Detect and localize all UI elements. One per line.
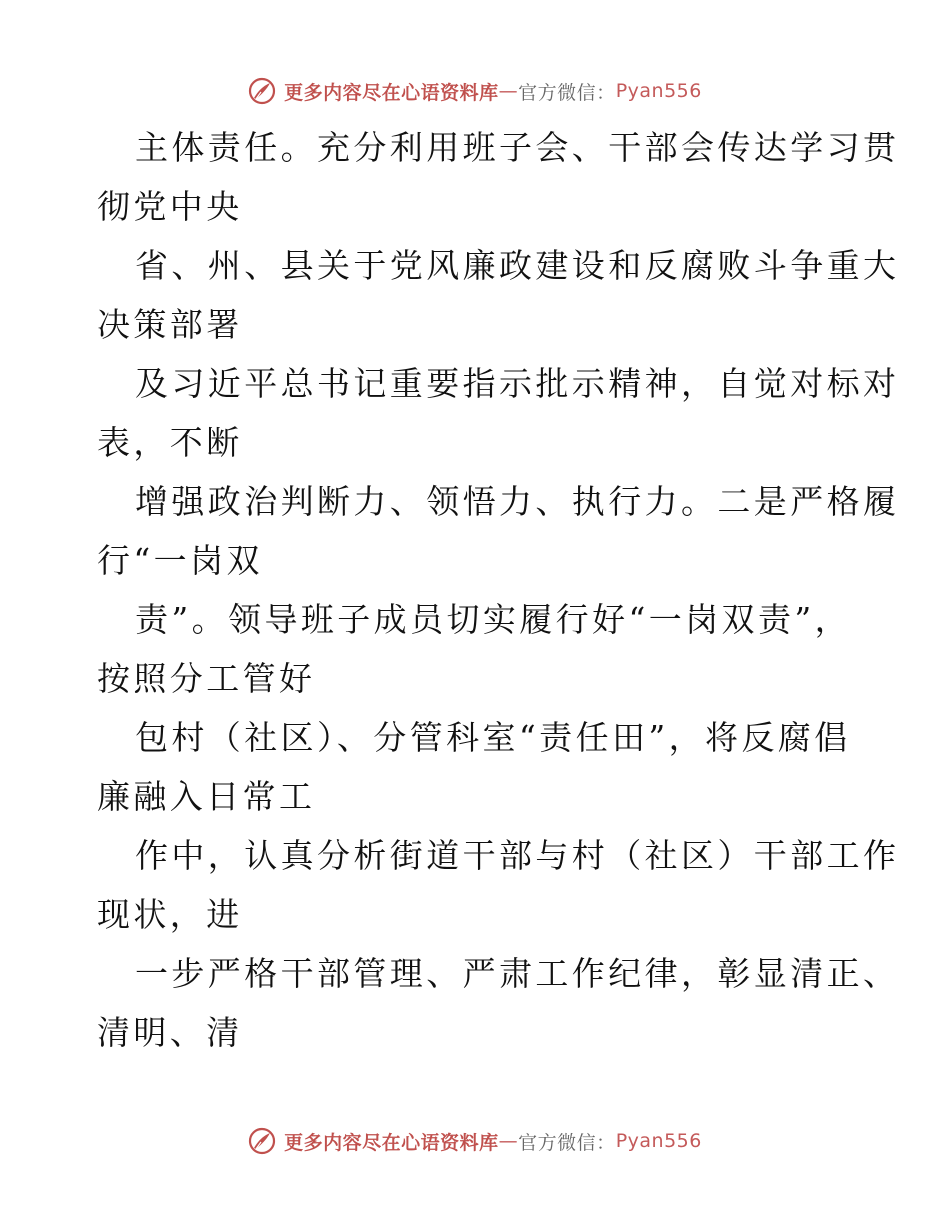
paragraph-line: 省、州、县关于党风廉政建设和反腐败斗争重大 bbox=[135, 246, 900, 285]
paragraph-8 bbox=[97, 944, 900, 1062]
paragraph-line: 责”。领导班子成员切实履行好“一岗双责”， bbox=[135, 600, 852, 639]
paragraph-line-wrap: 决策部署 bbox=[97, 305, 243, 344]
paragraph-line: 及习近平总书记重要指示批示精神，自觉对标对 bbox=[135, 364, 900, 403]
banner-separator: — bbox=[498, 1130, 519, 1152]
paragraph-4 bbox=[97, 472, 900, 590]
banner-brand-text: 更多内容尽在心语资料库 bbox=[284, 81, 499, 104]
banner-wechat-id: Pyan556 bbox=[615, 1130, 702, 1152]
paragraph-1 bbox=[97, 118, 900, 236]
paragraph-line-wrap: 按照分工管好 bbox=[97, 659, 316, 698]
paragraph-line: 一步严格干部管理、严肃工作纪律，彰显清正、 bbox=[135, 954, 900, 993]
banner-brand-text: 更多内容尽在心语资料库 bbox=[284, 1131, 499, 1154]
paragraph-7 bbox=[97, 826, 900, 944]
paragraph-5 bbox=[97, 590, 857, 708]
paragraph-line-wrap: 现状，进 bbox=[97, 895, 243, 934]
banner-wechat-prefix: 官方微信： bbox=[518, 81, 616, 104]
document-body bbox=[97, 118, 900, 1062]
header-banner bbox=[0, 71, 950, 111]
quill-pen-logo-icon bbox=[248, 77, 276, 105]
paragraph-6 bbox=[97, 708, 857, 826]
paragraph-line: 主体责任。充分利用班子会、干部会传达学习贯 bbox=[135, 128, 900, 167]
paragraph-line: 作中，认真分析街道干部与村（社区）干部工作 bbox=[135, 836, 900, 875]
paragraph-line-wrap: 彻党中央 bbox=[97, 187, 243, 226]
footer-banner bbox=[0, 1121, 950, 1161]
banner-wechat-id: Pyan556 bbox=[615, 80, 702, 102]
banner-separator: — bbox=[498, 80, 519, 102]
paragraph-line: 增强政治判断力、领悟力、执行力。二是严格履 bbox=[135, 482, 900, 521]
paragraph-2 bbox=[97, 236, 900, 354]
paragraph-line-wrap: 表，不断 bbox=[97, 423, 243, 462]
paragraph-3 bbox=[97, 354, 900, 472]
paragraph-line: 包村（社区）、分管科室“责任田”，将反腐倡 bbox=[135, 718, 851, 757]
paragraph-line-wrap: 清明、清 bbox=[97, 1013, 243, 1052]
banner-wechat-prefix: 官方微信： bbox=[518, 1131, 616, 1154]
paragraph-line-wrap: 行“一岗双 bbox=[97, 541, 263, 580]
quill-pen-logo-icon bbox=[248, 1127, 276, 1155]
paragraph-line-wrap: 廉融入日常工 bbox=[97, 777, 316, 816]
